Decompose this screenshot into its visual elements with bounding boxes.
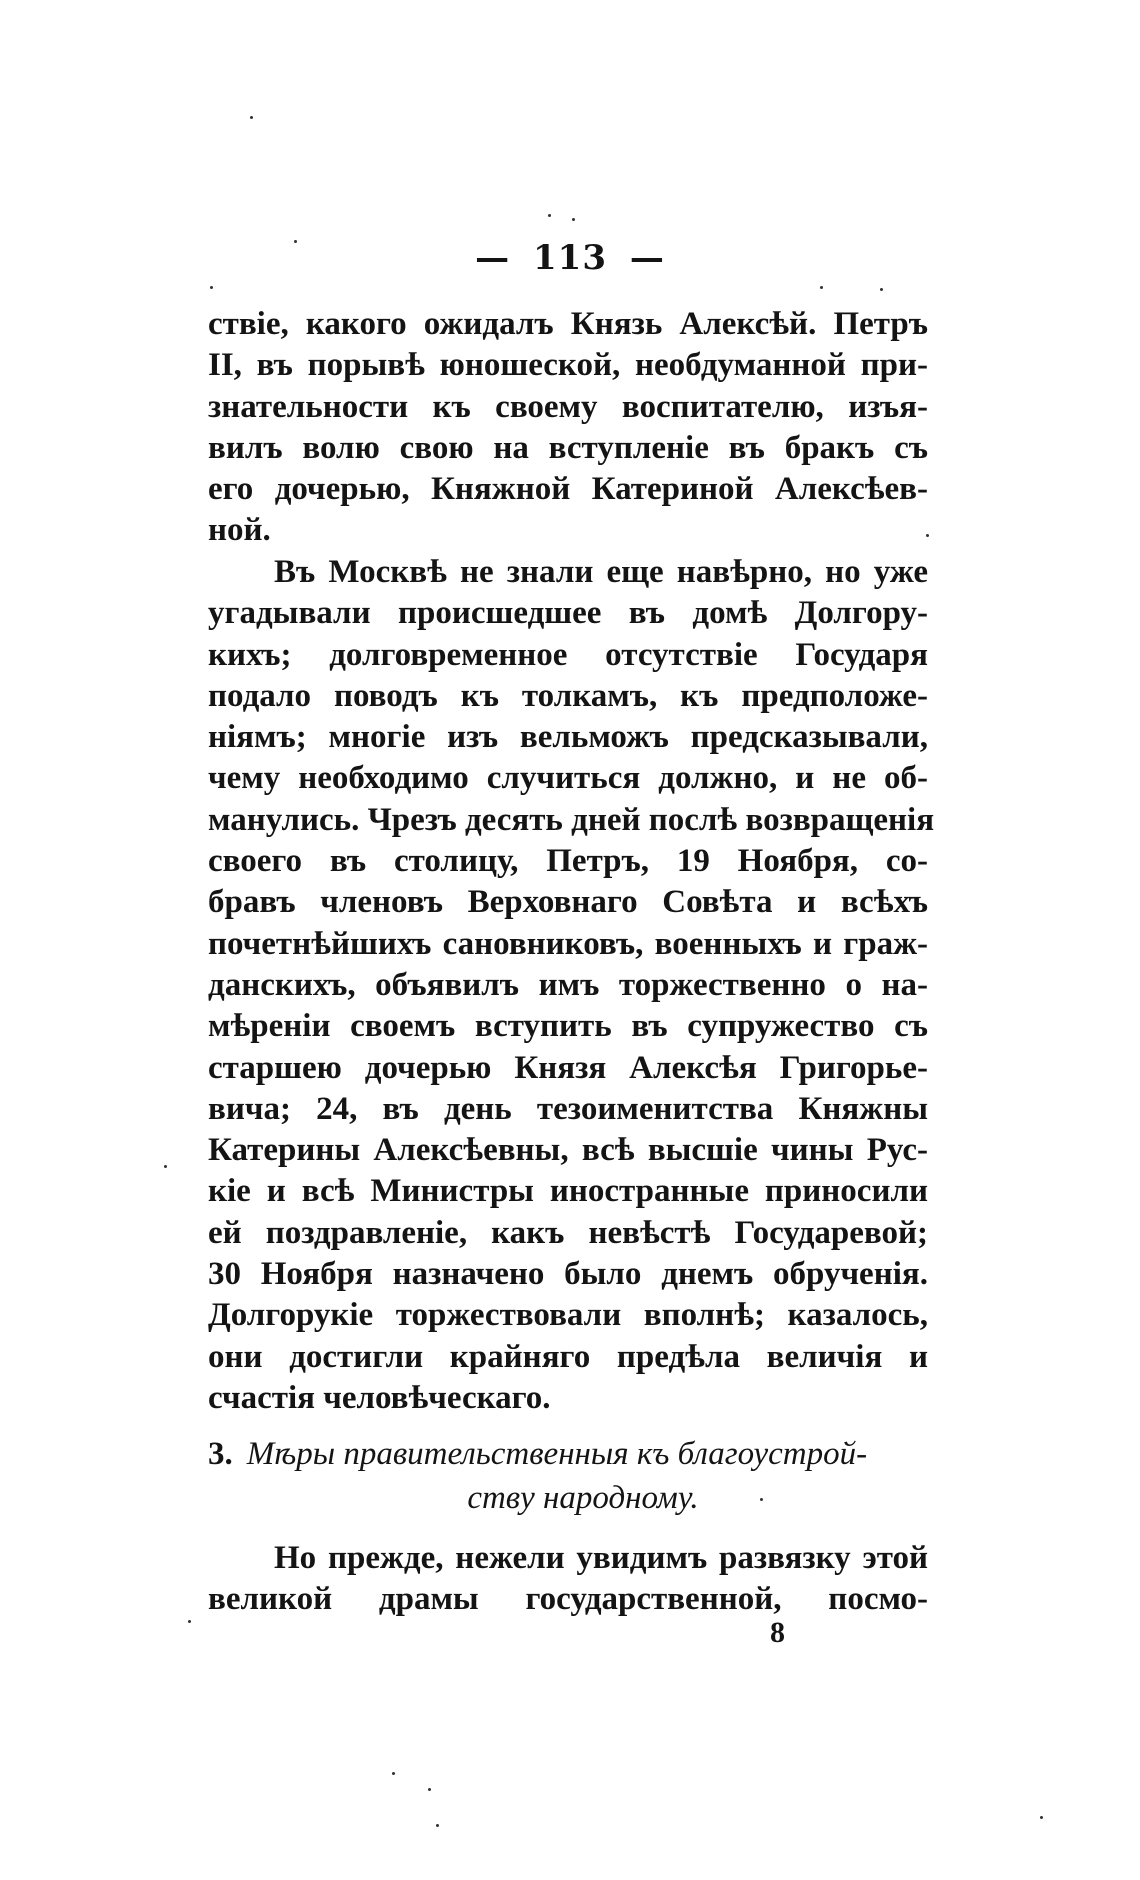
- text-line: угадывали происшедшее въ домѣ Долгору-: [208, 595, 928, 632]
- text-line: II, въ порывѣ юношеской, необдуманной при-: [208, 347, 928, 384]
- scan-speck: [1040, 1816, 1043, 1819]
- section-title-part1: Мѣры правительственныя къ благоустрой-: [246, 1436, 868, 1472]
- text-line: кіе и всѣ Министры иностранные приносили: [208, 1173, 928, 1210]
- paragraph-moscow: [208, 552, 935, 1419]
- text-line: чему необходимо случиться должно, и не об-: [208, 760, 928, 797]
- text-line: кихъ; долговременное отсутствіе Государя: [208, 636, 928, 673]
- text-line: подало поводъ къ толкамъ, къ предположе-: [208, 677, 928, 714]
- section-heading-line1: [208, 1432, 928, 1476]
- section-title-part2: ству народному.: [467, 1480, 699, 1516]
- text-line: старшею дочерью Князя Алексѣя Григорье-: [208, 1049, 928, 1086]
- scan-speck: [428, 1788, 431, 1791]
- text-line: манулись. Чрезъ десять дней послѣ возвращенія: [208, 801, 935, 838]
- scan-speck: [188, 1620, 191, 1623]
- text-line: бравъ членовъ Верховнаго Совѣта и всѣхъ: [208, 884, 928, 921]
- scan-speck: [548, 214, 551, 217]
- text-line: Но прежде, нежели увидимъ развязку этой: [274, 1540, 928, 1576]
- text-line: данскихъ, объявилъ имъ торжественно о на-: [208, 966, 928, 1003]
- text-line: знательности къ своему воспитателю, изъя-: [208, 388, 928, 425]
- header-dash-right: —: [629, 238, 665, 278]
- paragraph-continuation: [208, 304, 928, 552]
- scan-speck: [392, 1772, 395, 1775]
- text-line: ніямъ; многіе изъ вельможъ предсказывали,: [208, 719, 928, 756]
- text-line: его дочерью, Княжной Катериной Алексѣев-: [208, 471, 928, 508]
- text-line: счастія человѣческаго.: [208, 1379, 551, 1416]
- text-line: своего въ столицу, Петръ, 19 Ноября, со-: [208, 843, 928, 880]
- scan-speck: [210, 286, 213, 289]
- scan-speck: [250, 116, 253, 119]
- text-line: Долгорукіе торжествовали вполнѣ; казалось,: [208, 1297, 928, 1334]
- text-line: вилъ волю свою на вступленіе въ бракъ съ: [208, 429, 928, 466]
- text-line: почетнѣйшихъ сановниковъ, военныхъ и граж-: [208, 925, 928, 962]
- scan-speck: [926, 534, 929, 537]
- header-dash-left: —: [475, 238, 511, 278]
- text-line: ствіе, какого ожидалъ Князь Алексѣй. Петръ: [208, 306, 928, 342]
- text-line: ной.: [208, 512, 271, 549]
- text-line: 30 Ноября назначено было днемъ обрученія.: [208, 1256, 928, 1293]
- scan-speck: [880, 288, 883, 291]
- text-line: вича; 24, въ день тезоименитства Княжны: [208, 1090, 928, 1127]
- scan-speck: [820, 286, 823, 289]
- text-line: Въ Москвѣ не знали еще навѣрно, но уже: [274, 554, 928, 590]
- scan-speck: [760, 1498, 763, 1501]
- page-number: 113: [533, 238, 607, 278]
- text-line: великой драмы государственной, посмо-: [208, 1581, 928, 1618]
- text-line: мѣреніи своемъ вступить въ супружество съ: [208, 1008, 928, 1045]
- scan-speck: [572, 218, 575, 221]
- text-line: Катерины Алексѣевны, всѣ высшіе чины Рус-: [208, 1132, 928, 1169]
- text-line: ей поздравленіе, какъ невѣстѣ Государевой;: [208, 1214, 928, 1251]
- scan-speck: [294, 240, 297, 243]
- signature-mark: 8: [770, 1616, 785, 1649]
- page-header: [0, 238, 1140, 278]
- scan-speck: [436, 1824, 439, 1827]
- section-heading: [208, 1432, 928, 1520]
- section-number: 3.: [208, 1436, 233, 1472]
- scan-speck: [164, 1165, 167, 1168]
- paragraph-section-start: [208, 1538, 928, 1621]
- text-line: они достигли крайняго предѣла величія и: [208, 1338, 928, 1375]
